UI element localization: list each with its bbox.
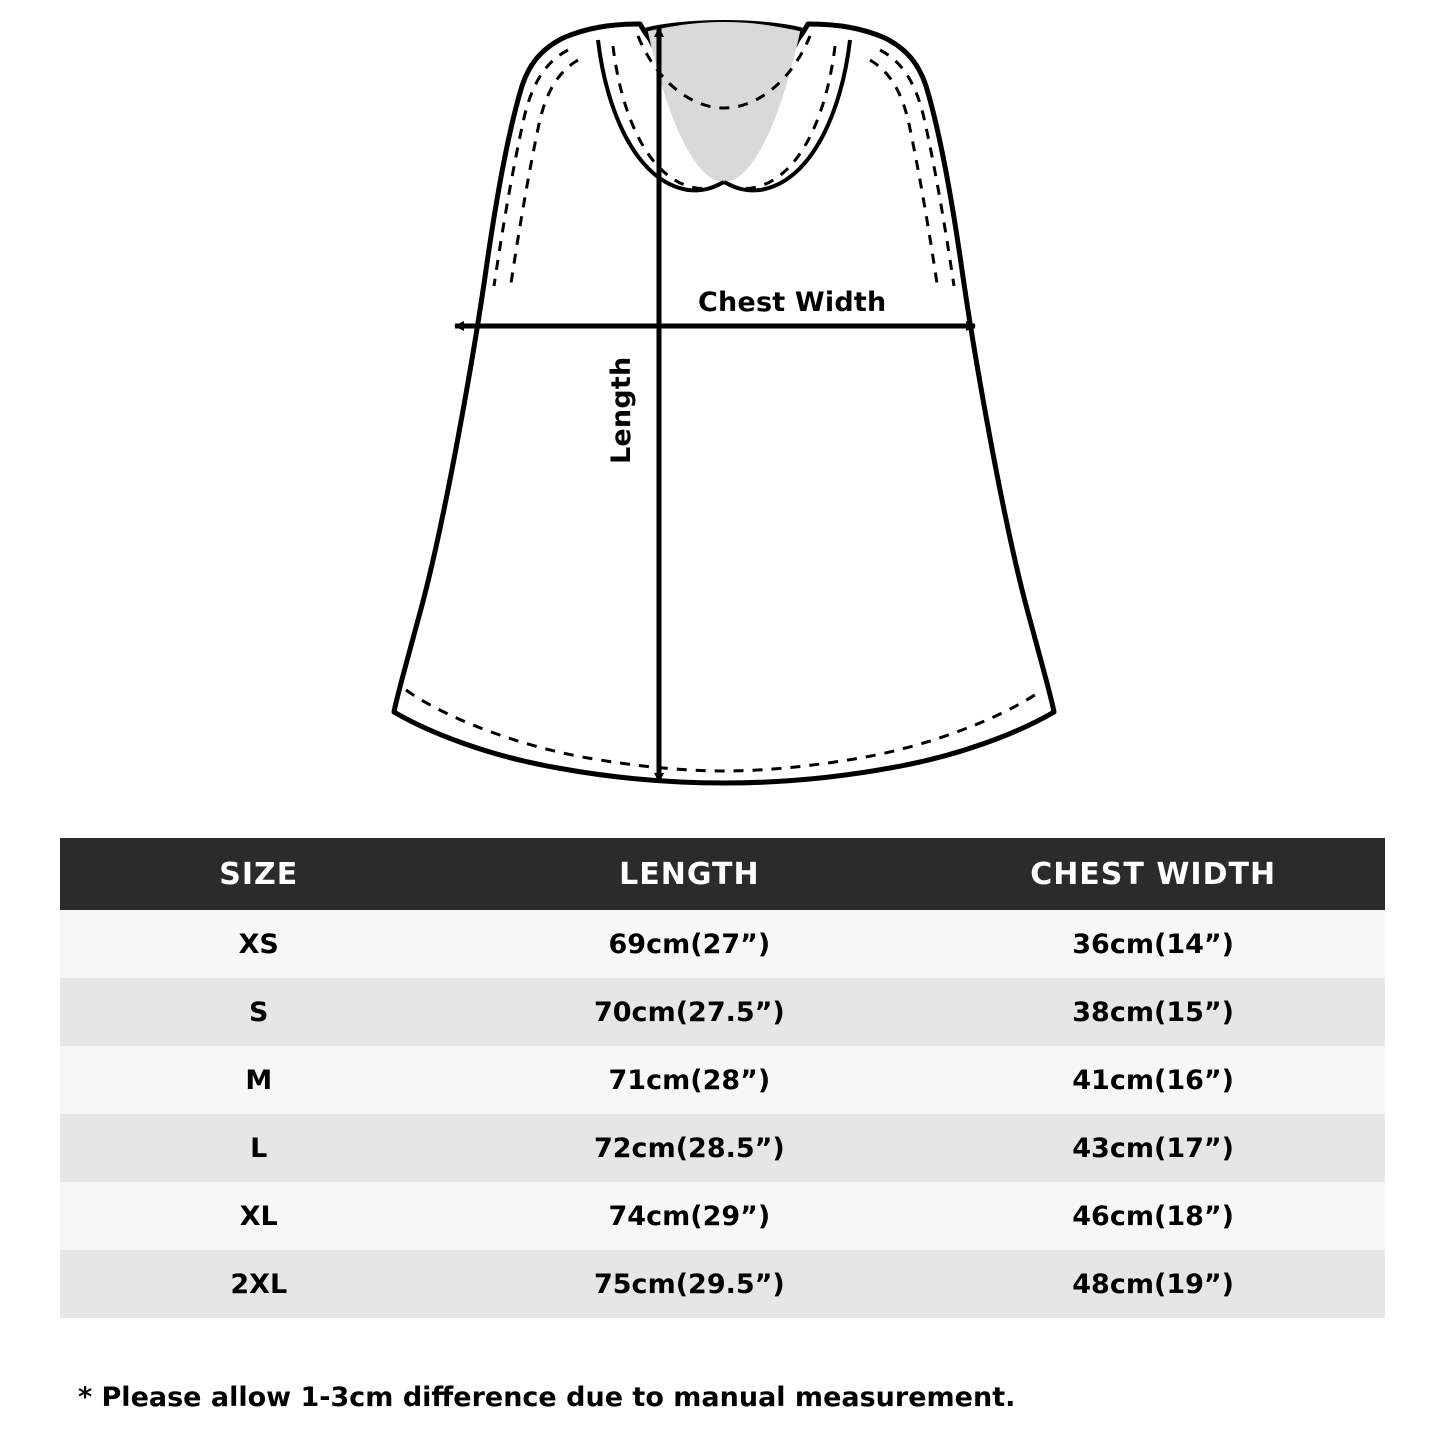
table-row <box>60 978 1385 1046</box>
table-body <box>60 910 1385 1318</box>
cell-length: 72cm(28.5”) <box>458 1114 922 1182</box>
cell-length: 74cm(29”) <box>458 1182 922 1250</box>
cell-chest-width: 46cm(18”) <box>921 1182 1385 1250</box>
cell-size: XS <box>60 910 458 978</box>
cell-size: M <box>60 1046 458 1114</box>
table-row <box>60 1250 1385 1318</box>
cell-length: 71cm(28”) <box>458 1046 922 1114</box>
cell-size: 2XL <box>60 1250 458 1318</box>
cell-size: XL <box>60 1182 458 1250</box>
table-row <box>60 1046 1385 1114</box>
cell-size: L <box>60 1114 458 1182</box>
column-header-length: LENGTH <box>458 838 922 910</box>
table-header <box>60 838 1385 910</box>
cell-chest-width: 38cm(15”) <box>921 978 1385 1046</box>
cell-length: 69cm(27”) <box>458 910 922 978</box>
size-chart-table <box>60 838 1385 1318</box>
cell-length: 75cm(29.5”) <box>458 1250 922 1318</box>
column-header-chest-width: CHEST WIDTH <box>921 838 1385 910</box>
table-header-row <box>60 838 1385 910</box>
column-header-size: SIZE <box>60 838 458 910</box>
length-dimension-label: Length <box>604 351 639 470</box>
measurement-disclaimer: * Please allow 1-3cm difference due to manual measurement. <box>78 1382 1016 1413</box>
cell-chest-width: 36cm(14”) <box>921 910 1385 978</box>
cell-chest-width: 43cm(17”) <box>921 1114 1385 1182</box>
table-row <box>60 910 1385 978</box>
cell-chest-width: 41cm(16”) <box>921 1046 1385 1114</box>
table-row <box>60 1114 1385 1182</box>
cell-chest-width: 48cm(19”) <box>921 1250 1385 1318</box>
cell-size: S <box>60 978 458 1046</box>
size-chart-table-container <box>60 838 1385 1318</box>
cell-length: 70cm(27.5”) <box>458 978 922 1046</box>
table-row <box>60 1182 1385 1250</box>
chest-width-dimension-label: Chest Width <box>690 285 894 320</box>
